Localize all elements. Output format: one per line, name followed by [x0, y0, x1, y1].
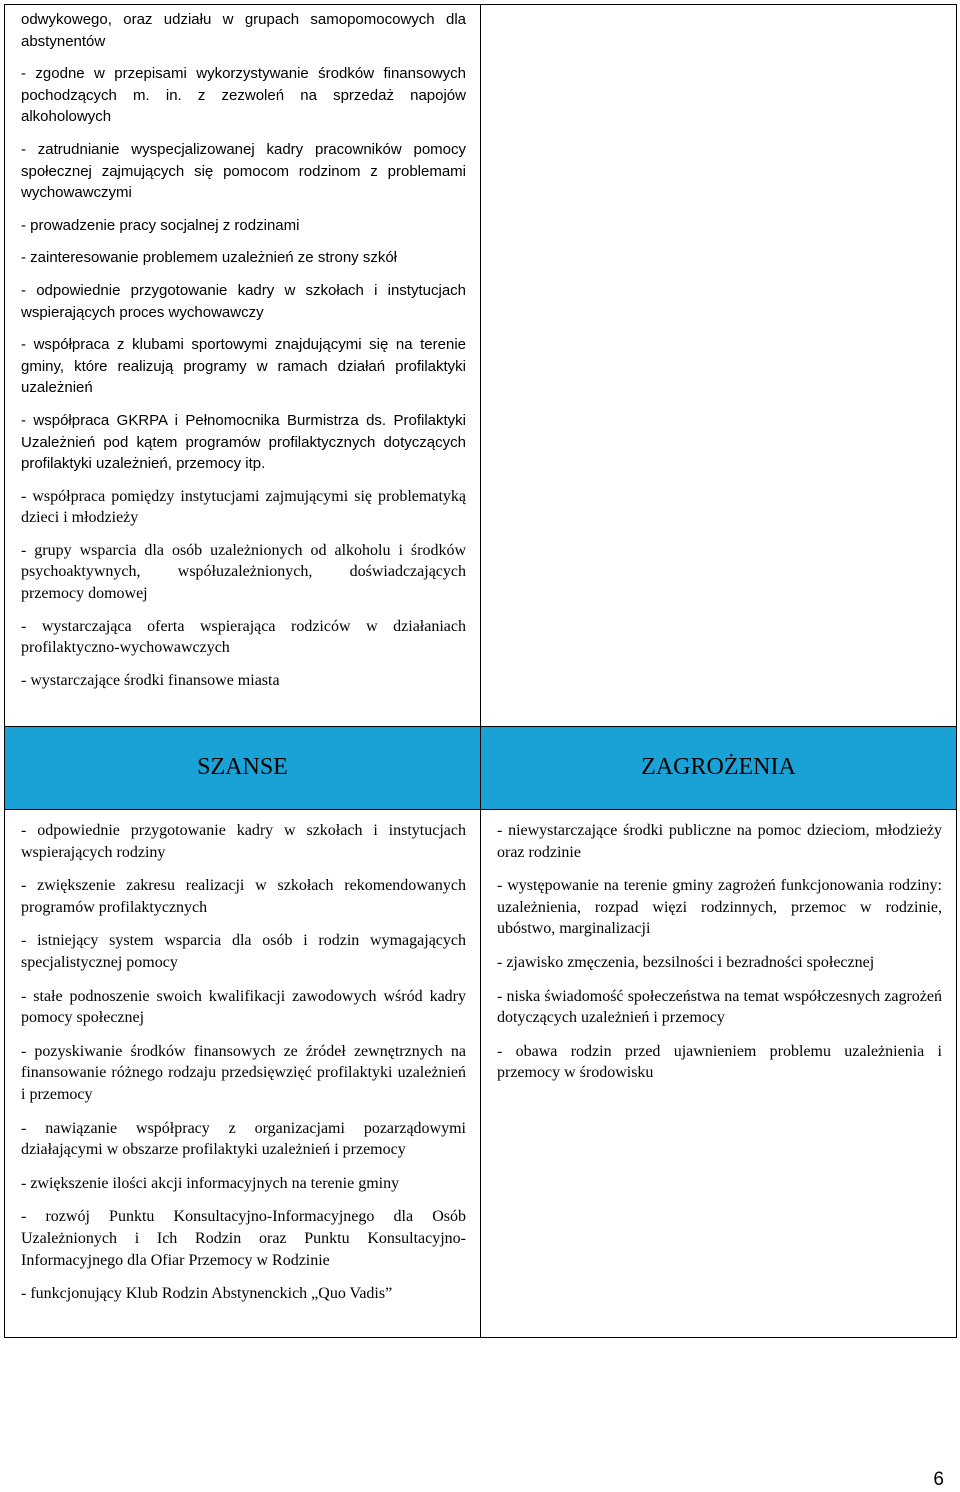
section-header-row: [5, 727, 957, 810]
strength-item: - współpraca pomiędzy instytucjami zajmującymi się problematyką dzieci i młodzieży: [21, 487, 466, 527]
opportunity-item: - pozyskiwanie środków finansowych ze źródeł zewnętrznych na finansowanie różnego rodzaju przedsięwzięć profilaktyki uzależnień i przemocy: [21, 1042, 466, 1103]
zagrozenia-header-cell: [481, 727, 957, 810]
szanse-heading: SZANSE: [197, 754, 288, 780]
strength-item: - zgodne w przepisami wykorzystywanie środków finansowych pochodzących m. in. z zezwoleń na sprzedaż napojów alkoholowych: [21, 65, 466, 126]
opportunity-item: - nawiązanie współpracy z organizacjami pozarządowymi działającymi w obszarze profilaktyki uzależnień i przemocy: [21, 1119, 466, 1159]
opportunity-item: - zwiększenie ilości akcji informacyjnych na terenie gminy: [21, 1174, 400, 1192]
strength-item: - wystarczające środki finansowe miasta: [21, 671, 280, 689]
strength-item: - zatrudnianie wyspecjalizowanej kadry pracowników pomocy społecznej zajmujących się pomocom rodzinom z problemami wychowawczymi: [21, 140, 466, 202]
strengths-continuation-row: [5, 5, 957, 727]
strength-item: - odpowiednie przygotowanie kadry w szkołach i instytucjach wspierających proces wychowawczy: [21, 281, 466, 321]
zagrozenia-heading: ZAGROŻENIA: [641, 754, 796, 780]
strength-item: - zainteresowanie problemem uzależnień ze strony szkół: [21, 249, 398, 267]
opportunity-item: - funkcjonujący Klub Rodzin Abstynenckich „Quo Vadis”: [21, 1285, 393, 1303]
opportunity-item: - zwiększenie zakresu realizacji w szkołach rekomendowanych programów profilaktycznych: [21, 877, 466, 916]
szanse-header-cell: [5, 727, 481, 810]
threat-item: - występowanie na terenie gminy zagrożeń funkcjonowania rodziny: uzależnienia, rozpad więzi rodzinnych, przemoc w rodzinie, ubóstwo, marginalizacji: [497, 877, 942, 938]
opportunities-threats-row: [5, 810, 957, 1338]
swot-table: [4, 4, 957, 1338]
strength-item: - współpraca GKRPA i Pełnomocnika Burmistrza ds. Profilaktyki Uzależnień pod kątem programów profilaktycznych dotyczących profilaktyki uzależnień, przemocy itp.: [21, 411, 466, 473]
strength-item: - wystarczająca oferta wspierająca rodziców w działaniach profilaktyczno-wychowawczych: [21, 617, 466, 657]
threat-item: - zjawisko zmęczenia, bezsilności i bezradności społecznej: [497, 953, 875, 971]
opportunity-item: - odpowiednie przygotowanie kadry w szkołach i instytucjach wspierających rodziny: [21, 822, 466, 861]
szanse-cell: [5, 810, 481, 1338]
threat-item: - obawa rodzin przed ujawnieniem problemu uzależnienia i przemocy w środowisku: [497, 1042, 942, 1082]
weaknesses-cell: [481, 5, 957, 727]
strength-item: odwykowego, oraz udziału w grupach samopomocowych dla abstynentów: [21, 11, 466, 50]
zagrozenia-cell: [481, 810, 957, 1338]
threat-item: - niewystarczające środki publiczne na pomoc dzieciom, młodzieży oraz rodzinie: [497, 822, 942, 861]
opportunity-item: - rozwój Punktu Konsultacyjno-Informacyjnego dla Osób Uzależnionych i Ich Rodzin oraz Punktu Konsultacyjno-Informacyjnego dla Ofiar Przemocy w Rodzinie: [21, 1208, 466, 1269]
strength-item: - grupy wsparcia dla osób uzależnionych od alkoholu i środków psychoaktywnych, współuzależnionych, doświadczających przemocy domowej: [21, 541, 466, 603]
threat-item: - niska świadomość społeczeństwa na temat współczesnych zagrożeń dotyczących uzależnień i przemocy: [497, 987, 942, 1027]
strength-item: - prowadzenie pracy socjalnej z rodzinami: [21, 216, 300, 234]
strengths-cell: [5, 5, 481, 727]
opportunity-item: - stałe podnoszenie swoich kwalifikacji zawodowych wśród kadry pomocy społecznej: [21, 987, 466, 1027]
page-number: 6: [933, 1469, 944, 1490]
opportunity-item: - istniejący system wsparcia dla osób i rodzin wymagających specjalistycznej pomocy: [21, 932, 466, 971]
strength-item: - współpraca z klubami sportowymi znajdującymi się na terenie gminy, które realizują programy w ramach działań profilaktyki uzależnień: [21, 336, 466, 397]
